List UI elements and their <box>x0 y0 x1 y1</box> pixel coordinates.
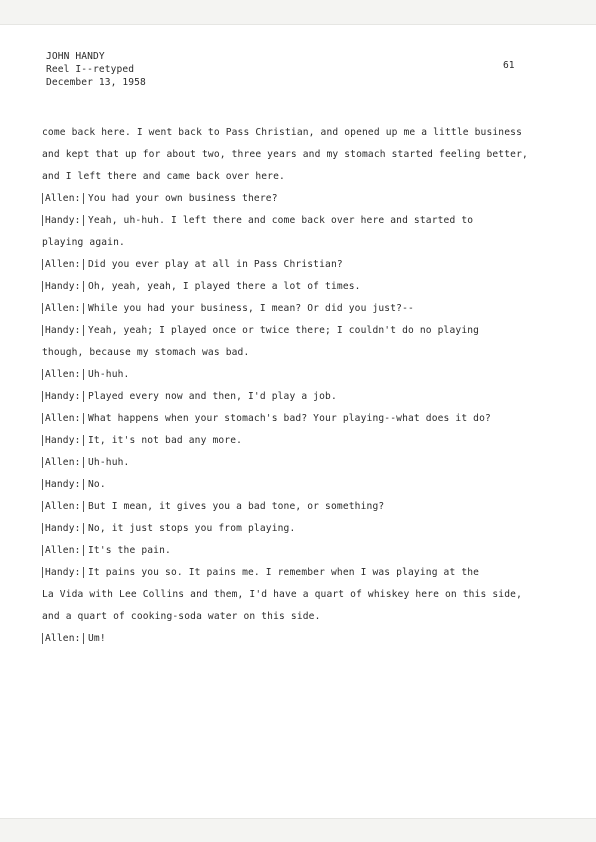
speaker-label: Allen: <box>42 457 84 468</box>
speaker-label: Handy: <box>42 523 84 534</box>
transcript-line <box>42 584 532 606</box>
line-text: It, it's not bad any more. <box>88 435 243 446</box>
speaker-label: Handy: <box>42 281 84 292</box>
line-text: come back here. I went back to Pass Christian, and opened up me a little business <box>42 127 522 138</box>
line-text: Yeah, yeah; I played once or twice there; I couldn't do no playing <box>88 325 480 336</box>
speaker-tag <box>42 540 88 562</box>
interview-date: December 13, 1958 <box>46 77 146 88</box>
speaker-tag <box>42 474 88 496</box>
transcript-body <box>42 122 532 650</box>
scan-top-margin <box>0 0 596 25</box>
speaker-label: Handy: <box>42 435 84 446</box>
transcript-line <box>42 408 532 430</box>
line-text: and I left there and came back over here. <box>42 171 285 182</box>
transcript-line <box>42 232 532 254</box>
transcript-line <box>42 386 532 408</box>
interviewee-name: JOHN HANDY <box>46 51 105 62</box>
speaker-tag <box>42 254 88 276</box>
speaker-tag <box>42 628 88 650</box>
line-text: Did you ever play at all in Pass Christian? <box>88 259 343 270</box>
speaker-label: Handy: <box>42 567 84 578</box>
speaker-tag <box>42 562 88 584</box>
line-text: It pains you so. It pains me. I remember when I was playing at the <box>88 567 480 578</box>
speaker-label: Allen: <box>42 369 84 380</box>
line-text: Oh, yeah, yeah, I played there a lot of times. <box>88 281 361 292</box>
transcript-line <box>42 276 532 298</box>
speaker-tag <box>42 320 88 342</box>
speaker-label: Handy: <box>42 479 84 490</box>
line-text: What happens when your stomach's bad? Your playing--what does it do? <box>88 413 491 424</box>
line-text: Uh-huh. <box>88 457 130 468</box>
line-text: and kept that up for about two, three years and my stomach started feeling better, <box>42 149 528 160</box>
line-text: Played every now and then, I'd play a job. <box>88 391 337 402</box>
transcript-line <box>42 540 532 562</box>
speaker-label: Handy: <box>42 325 84 336</box>
transcript-line <box>42 474 532 496</box>
transcript-line <box>42 166 532 188</box>
transcript-line <box>42 122 532 144</box>
transcript-line <box>42 188 532 210</box>
line-text: You had your own business there? <box>88 193 278 204</box>
line-text: But I mean, it gives you a bad tone, or something? <box>88 501 385 512</box>
line-text: Um! <box>88 633 106 644</box>
reel-label: Reel I--retyped <box>46 64 135 75</box>
transcript-line <box>42 628 532 650</box>
speaker-label: Allen: <box>42 545 84 556</box>
page-number: 61 <box>503 60 515 71</box>
speaker-tag <box>42 518 88 540</box>
transcript-line <box>42 254 532 276</box>
transcript-line <box>42 298 532 320</box>
transcript-line <box>42 562 532 584</box>
speaker-tag <box>42 188 88 210</box>
speaker-label: Allen: <box>42 193 84 204</box>
line-text: playing again. <box>42 237 125 248</box>
transcript-line <box>42 496 532 518</box>
line-text: though, because my stomach was bad. <box>42 347 250 358</box>
speaker-tag <box>42 210 88 232</box>
transcript-line <box>42 342 532 364</box>
speaker-tag <box>42 452 88 474</box>
line-text: La Vida with Lee Collins and them, I'd have a quart of whiskey here on this side, <box>42 589 522 600</box>
speaker-label: Allen: <box>42 259 84 270</box>
line-text: and a quart of cooking-soda water on this side. <box>42 611 321 622</box>
transcript-line <box>42 144 532 166</box>
speaker-label: Handy: <box>42 391 84 402</box>
transcript-line <box>42 430 532 452</box>
line-text: It's the pain. <box>88 545 171 556</box>
line-text: No, it just stops you from playing. <box>88 523 296 534</box>
speaker-label: Allen: <box>42 413 84 424</box>
line-text: Uh-huh. <box>88 369 130 380</box>
transcript-line <box>42 518 532 540</box>
speaker-tag <box>42 496 88 518</box>
transcript-line <box>42 606 532 628</box>
transcript-line <box>42 452 532 474</box>
line-text: Yeah, uh-huh. I left there and come back over here and started to <box>88 215 474 226</box>
line-text: No. <box>88 479 106 490</box>
scan-bottom-margin <box>0 818 596 842</box>
speaker-tag <box>42 298 88 320</box>
transcript-line <box>42 210 532 232</box>
document-header <box>46 50 146 89</box>
speaker-label: Handy: <box>42 215 84 226</box>
transcript-line <box>42 320 532 342</box>
speaker-label: Allen: <box>42 501 84 512</box>
speaker-tag <box>42 364 88 386</box>
speaker-label: Allen: <box>42 633 84 644</box>
speaker-tag <box>42 386 88 408</box>
transcript-line <box>42 364 532 386</box>
speaker-tag <box>42 276 88 298</box>
speaker-tag <box>42 408 88 430</box>
speaker-label: Allen: <box>42 303 84 314</box>
line-text: While you had your business, I mean? Or did you just?-- <box>88 303 414 314</box>
speaker-tag <box>42 430 88 452</box>
